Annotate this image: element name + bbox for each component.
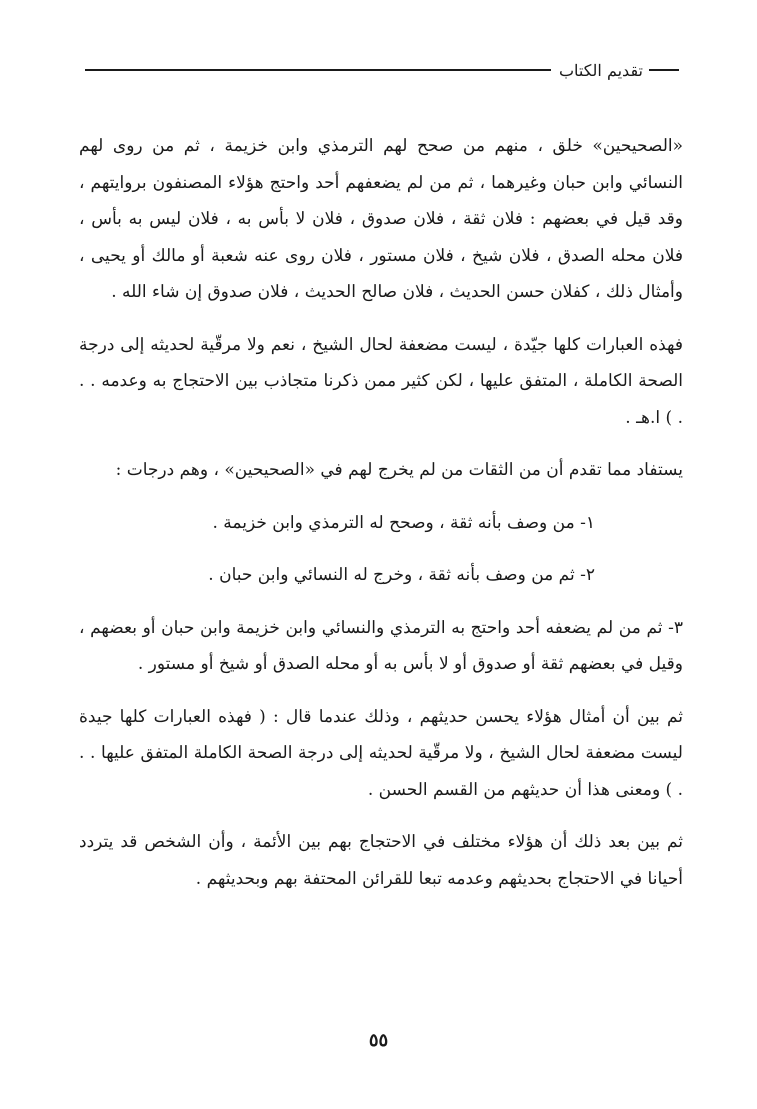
list-item-degree-2: ٢- ثم من وصف بأنه ثقة ، وخرج له النسائي وابن حبان . [208,565,595,585]
paragraph-hasan: ثم بين أن أمثال هؤلاء يحسن حديثهم ، وذلك عندما قال : ( فهذه العبارات كلها جيدة ليست مضعفة لحال الشيخ ، ولا مرقّية لحديثه إلى درجة الصحة الكاملة المتفق عليها . . . ) ومعنى هذا أن حديثهم من القسم الحسن . [79,706,683,800]
header-dash [649,69,679,71]
paragraph-expressions: فهذه العبارات كلها جيّدة ، ليست مضعفة لحال الشيخ ، نعم ولا مرقّية لحديثه إلى درجة الصحة الكاملة ، المتفق عليها ، لكن كثير ممن ذكرنا متجاذب بين الاحتجاج به وعدمه . . . ) ا.هـ . [79,334,683,428]
list-item-degree-3: ٣- ثم من لم يضعفه أحد واحتج به الترمذي والنسائي وابن خزيمة وابن حبان أو بعضهم ، وقيل في بعضهم ثقة أو صدوق أو لا بأس به أو محله الصدق أو شيخ أو مستور . [79,617,683,674]
running-header [85,58,679,82]
header-title: تقديم الكتاب [558,60,643,80]
page-number: ٥٥ [368,1030,389,1051]
header-rule [85,69,551,71]
paragraph-conclusion: ثم بين بعد ذلك أن هؤلاء مختلف في الاحتجاج بهم بين الأئمة ، وأن الشخص قد يتردد أحيانا في الاحتجاج بحديثهم وعدمه تبعا للقرائن المحتفة بهم وبحديثهم . [79,832,683,889]
paragraph-narrators: «الصحيحين» خلق ، منهم من صحح لهم الترمذي وابن خزيمة ، ثم من روى لهم النسائي وابن حبان وغيرهما ، ثم من لم يضعفهم أحد واحتج هؤلاء المصنفون بروايتهم ، وقد قيل في بعضهم : فلان ثقة ، فلان صدوق ، فلان لا بأس به ، فلان ليس به بأس ، فلان محله الصدق ، فلان شيخ ، فلان مستور ، فلان روى عنه شعبة أو مالك أو يحيى ، وأمثال ذلك ، كفلان حسن الحديث ، فلان صالح الحديث ، فلان صدوق إن شاء الله . [79,136,683,302]
paragraph-summary: يستفاد مما تقدم أن من الثقات من لم يخرج لهم في «الصحيحين» ، وهم درجات : [115,460,683,480]
list-item-degree-1: ١- من وصف بأنه ثقة ، وصحح له الترمذي وابن خزيمة . [212,512,595,533]
page-body [79,128,683,913]
